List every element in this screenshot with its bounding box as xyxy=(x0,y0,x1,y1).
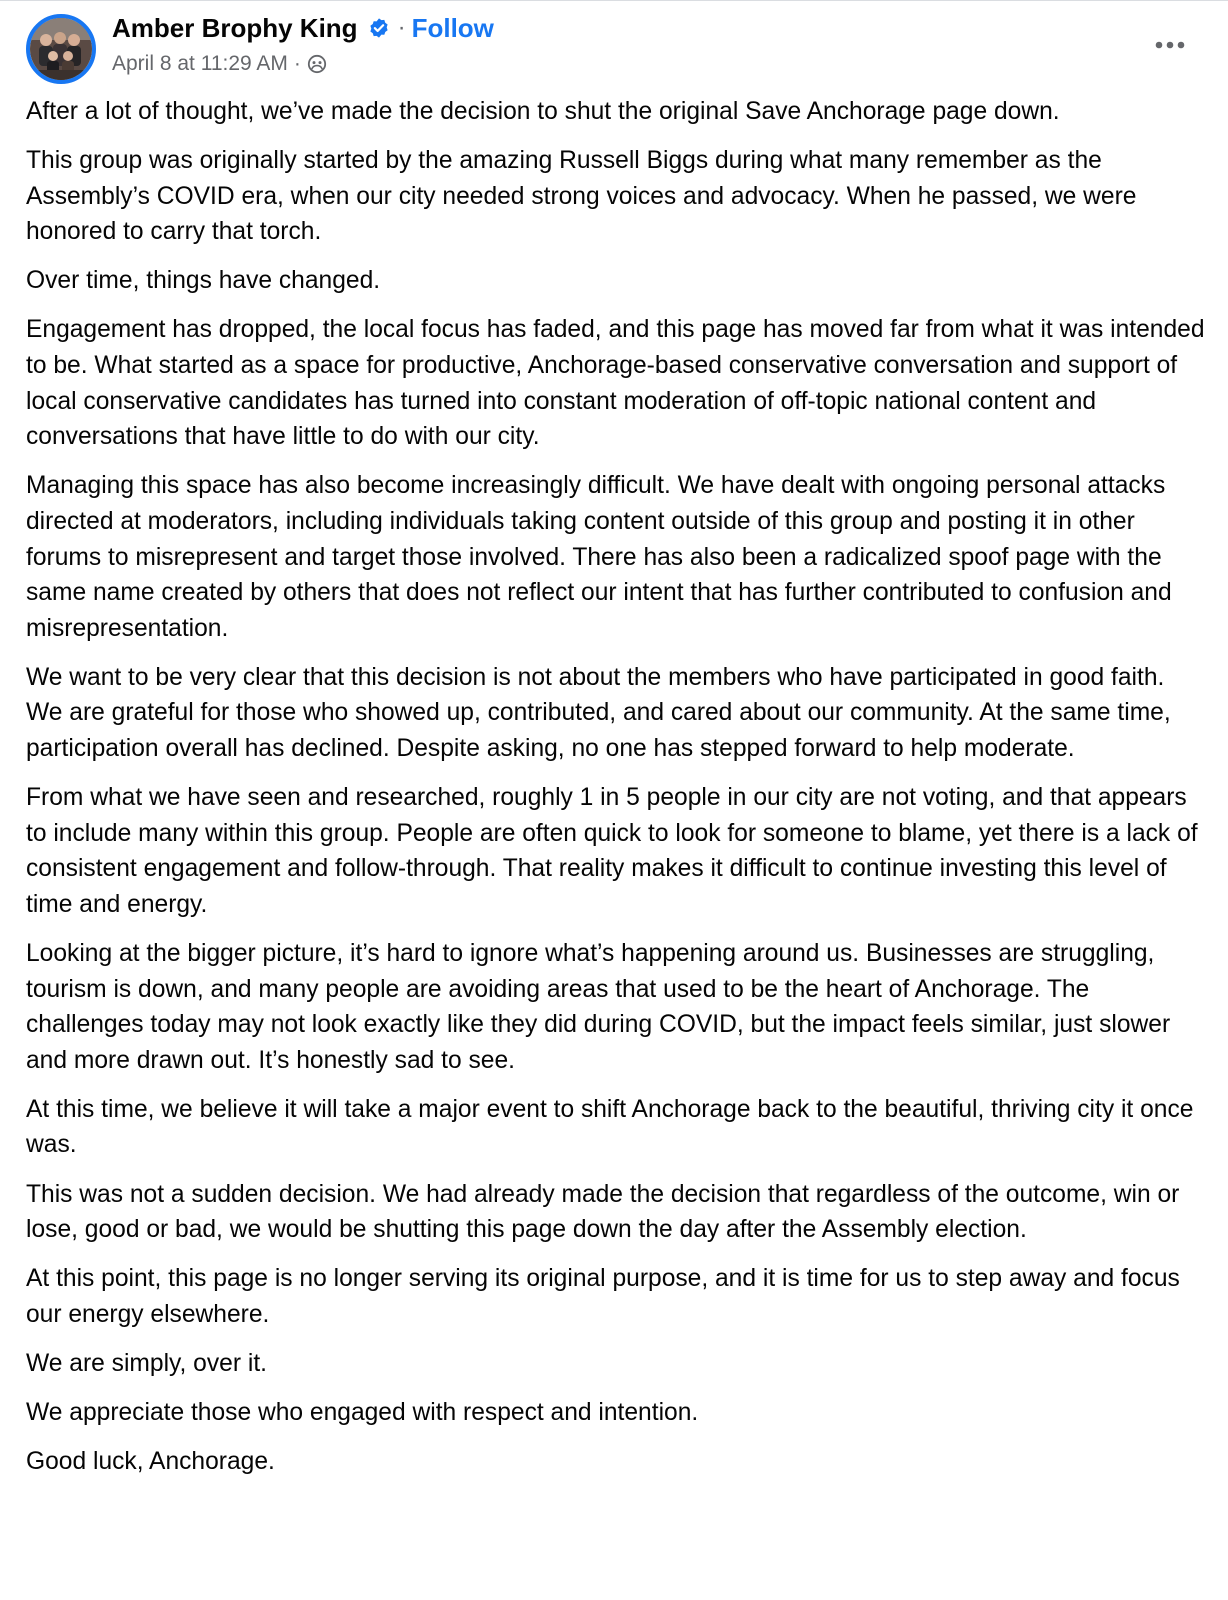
follow-button[interactable]: Follow xyxy=(411,12,494,43)
post-paragraph: At this time, we believe it will take a major event to shift Anchorage back to the beautiful, thriving city it once was. xyxy=(26,1095,1194,1159)
friends-audience-icon[interactable] xyxy=(307,54,327,74)
post-paragraph: This group was originally started by the amazing Russell Biggs during what many remember as the Assembly’s COVID era, when our city needed strong voices and advocacy. When he passed, we were honored to carry that torch. xyxy=(26,147,1137,246)
author-row xyxy=(112,12,494,44)
post-paragraph: We appreciate those who engaged with respect and intention. xyxy=(26,1399,699,1426)
post-paragraph: We want to be very clear that this decision is not about the members who have participated in good faith. We are grateful for those who showed up, contributed, and cared about our community. At the same time, participation overall has declined. Despite asking, no one has stepped forward to help moderate. xyxy=(26,663,1171,762)
post-meta xyxy=(112,50,327,78)
post-paragraph: We are simply, over it. xyxy=(26,1349,267,1377)
post-paragraph: From what we have seen and researched, roughly 1 in 5 people in our city are not voting, and that appears to include many within this group. People are often quick to look for someone to blame, yet there is a lack of consistent engagement and follow-through. That reality makes it difficult to continue investing this level of time and energy. xyxy=(26,784,1198,918)
author-name[interactable]: Amber Brophy King xyxy=(112,12,358,43)
header-separator: · xyxy=(397,14,406,41)
meta-separator: · xyxy=(293,52,301,75)
post-paragraph: Engagement has dropped, the local focus has faded, and this page has moved far from what it was intended to be. What started as a space for productive, Anchorage-based conservative conversation and support of local conservative candidates has turned into constant moderation of off-topic national content and conversations that have little to do with our city. xyxy=(26,316,1205,451)
more-options-button[interactable] xyxy=(1148,30,1192,60)
post-timestamp[interactable]: April 8 at 11:29 AM xyxy=(112,52,288,75)
post-paragraph: Managing this space has also become increasingly difficult. We have dealt with ongoing personal attacks directed at moderators, including individuals taking content outside of this group and posting it in other forums to misrepresent and target those involved. There has also been a radicalized spoof page with the same name created by others that does not reflect our intent that has further contributed to confusion and misrepresentation. xyxy=(26,472,1172,642)
verified-badge-icon xyxy=(368,17,390,39)
post-paragraph: At this point, this page is no longer serving its original purpose, and it is time for us to step away and focus our energy elsewhere. xyxy=(26,1265,1180,1328)
post-paragraph: Good luck, Anchorage. xyxy=(26,1448,275,1476)
post-paragraph: Over time, things have changed. xyxy=(26,267,381,295)
more-options-icon xyxy=(1154,41,1186,49)
post-body xyxy=(26,94,1206,1493)
avatar-photo xyxy=(30,18,92,80)
post-paragraph: This was not a sudden decision. We had already made the decision that regardless of the outcome, win or lose, good or bad, we would be shutting this page down the day after the Assembly election. xyxy=(26,1180,1180,1244)
post-header xyxy=(26,12,1202,84)
post-paragraph: Looking at the bigger picture, it’s hard to ignore what’s happening around us. Businesses are struggling, tourism is down, and many people are avoiding areas that used to be the heart of Anchorage. The challenges today may not look exactly like they did during COVID, but the impact feels similar, just slower and more drawn out. It’s honestly sad to see. xyxy=(26,939,1171,1074)
avatar[interactable] xyxy=(26,14,96,84)
post-paragraph: After a lot of thought, we’ve made the decision to shut the original Save Anchorage page down. xyxy=(26,98,1060,125)
